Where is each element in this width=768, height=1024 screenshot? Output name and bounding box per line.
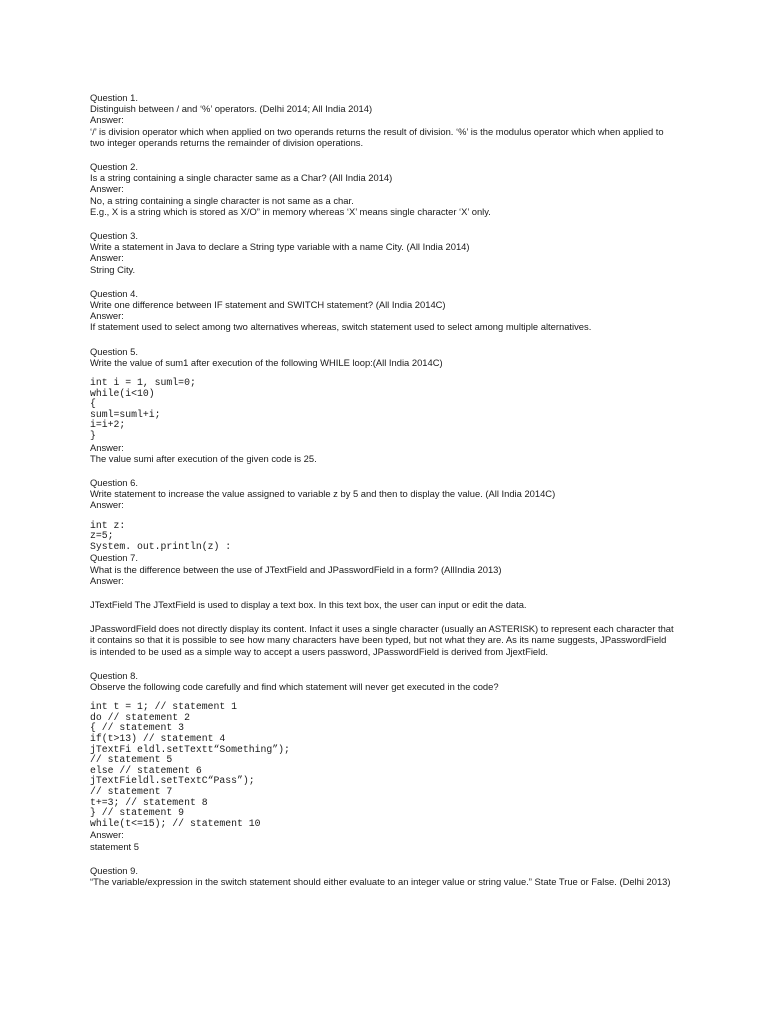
code-line: if(t>13) // statement 4 (90, 733, 226, 745)
answer-label: Answer: (90, 183, 124, 195)
answer-text: ‘/’ is division operator which when applied on two operands returns the result of division. ‘%’ is the modulus operator which when applied to (90, 125, 664, 137)
question-label: Question 1. (90, 92, 138, 103)
answer-label: Answer: (90, 441, 124, 453)
answer-text: JPasswordField does not directly display its content. Infact it uses a single character (usually an ASTERISK) to represent each character that (90, 623, 674, 635)
code-line: i=i+2; (90, 419, 126, 431)
question-text: What is the difference between the use of JTextField and JPasswordField in a form? (AllIndia 2013) (90, 563, 502, 575)
question-text: Distinguish between / and ‘%’ operators. (Delhi 2014; All India 2014) (90, 103, 373, 115)
answer-text: E.g., X is a string which is stored as X/O” in memory whereas ‘X’ means single character ‘X’ only. (90, 205, 491, 217)
answer-text: If statement used to select among two alternatives whereas, switch statement used to select among multiple alternatives. (90, 321, 592, 333)
question-1 (90, 92, 690, 148)
question-text: Write statement to increase the value assigned to variable z by 5 and then to display the value. (All India 2014C) (90, 488, 556, 500)
code-line: while(i<10) (90, 387, 155, 399)
answer-text: The value sumi after execution of the given code is 25. (90, 452, 317, 464)
question-label: Question 2. (90, 161, 138, 173)
code-line: System. out.println(z) : (90, 540, 232, 552)
question-label: Question 4. (90, 287, 138, 299)
answer-text: JTextField The JTextField is used to display a text box. In this text box, the user can input or edit the data. (90, 599, 527, 611)
answer-label: Answer: (90, 829, 124, 841)
code-line: else // statement 6 (90, 764, 202, 776)
question-6 (90, 477, 690, 552)
answer-text: two integer operands returns the remainder of division operations. (90, 136, 364, 148)
question-label: Question 8. (90, 669, 138, 681)
question-3 (90, 230, 690, 275)
question-label: Question 7. (90, 552, 138, 564)
code-line: jTextFi eldl.setTextt“Something”); (90, 743, 290, 755)
code-line: int z: (90, 519, 126, 531)
code-line: do // statement 2 (90, 711, 190, 723)
answer-label: Answer: (90, 310, 124, 322)
code-line: // statement 5 (90, 754, 173, 766)
document-body (90, 92, 690, 887)
question-label: Question 5. (90, 345, 138, 357)
answer-text: statement 5 (90, 840, 139, 852)
answer-text: it contains so that it is possible to see how many characters have been typed, but not what they are. As its name suggests, JPasswordField (90, 634, 667, 646)
code-line: int i = 1, suml=0; (90, 377, 196, 389)
code-line: } (90, 430, 96, 442)
answer-label: Answer: (90, 499, 124, 511)
question-text: Write the value of sum1 after execution of the following WHILE loop:(All India 2014C) (90, 356, 443, 368)
question-text: Is a string containing a single character same as a Char? (All India 2014) (90, 172, 393, 184)
code-line: int t = 1; // statement 1 (90, 701, 237, 713)
answer-text: is intended to be used as a simple way to accept a users password, JPasswordField is derived from JjextField. (90, 645, 549, 657)
question-text: Write a statement in Java to declare a String type variable with a name City. (All India 2014) (90, 241, 470, 253)
question-9 (90, 865, 690, 887)
code-line: while(t<=15); // statement 10 (90, 817, 261, 829)
answer-label: Answer: (90, 252, 124, 264)
code-line: t+=3; // statement 8 (90, 796, 208, 808)
question-text: Observe the following code carefully and find which statement will never get executed in the code? (90, 681, 499, 693)
code-line: z=5; (90, 530, 114, 542)
code-line: { (90, 398, 96, 410)
question-label: Question 3. (90, 230, 138, 242)
question-7 (90, 552, 690, 656)
answer-text: No, a string containing a single character is not same as a char. (90, 194, 354, 206)
code-line: suml=suml+i; (90, 408, 161, 420)
question-label: Question 6. (90, 477, 138, 489)
question-2 (90, 161, 690, 217)
answer-label: Answer: (90, 114, 124, 126)
code-line: // statement 7 (90, 786, 173, 797)
question-text: “The variable/expression in the switch statement should either evaluate to an integer value or string value.” State True or False. (Delhi 2013) (90, 875, 671, 887)
question-4 (90, 288, 690, 333)
answer-label: Answer: (90, 574, 124, 586)
code-line: } // statement 9 (90, 807, 185, 819)
question-text: Write one difference between IF statement and SWITCH statement? (All India 2014C) (90, 299, 446, 311)
question-8 (90, 670, 690, 852)
answer-text: String City. (90, 263, 136, 275)
question-5 (90, 346, 690, 464)
code-line: jTextFieldl.setTextC“Pass”); (90, 775, 255, 787)
question-label: Question 9. (90, 864, 138, 876)
code-line: { // statement 3 (90, 722, 185, 734)
